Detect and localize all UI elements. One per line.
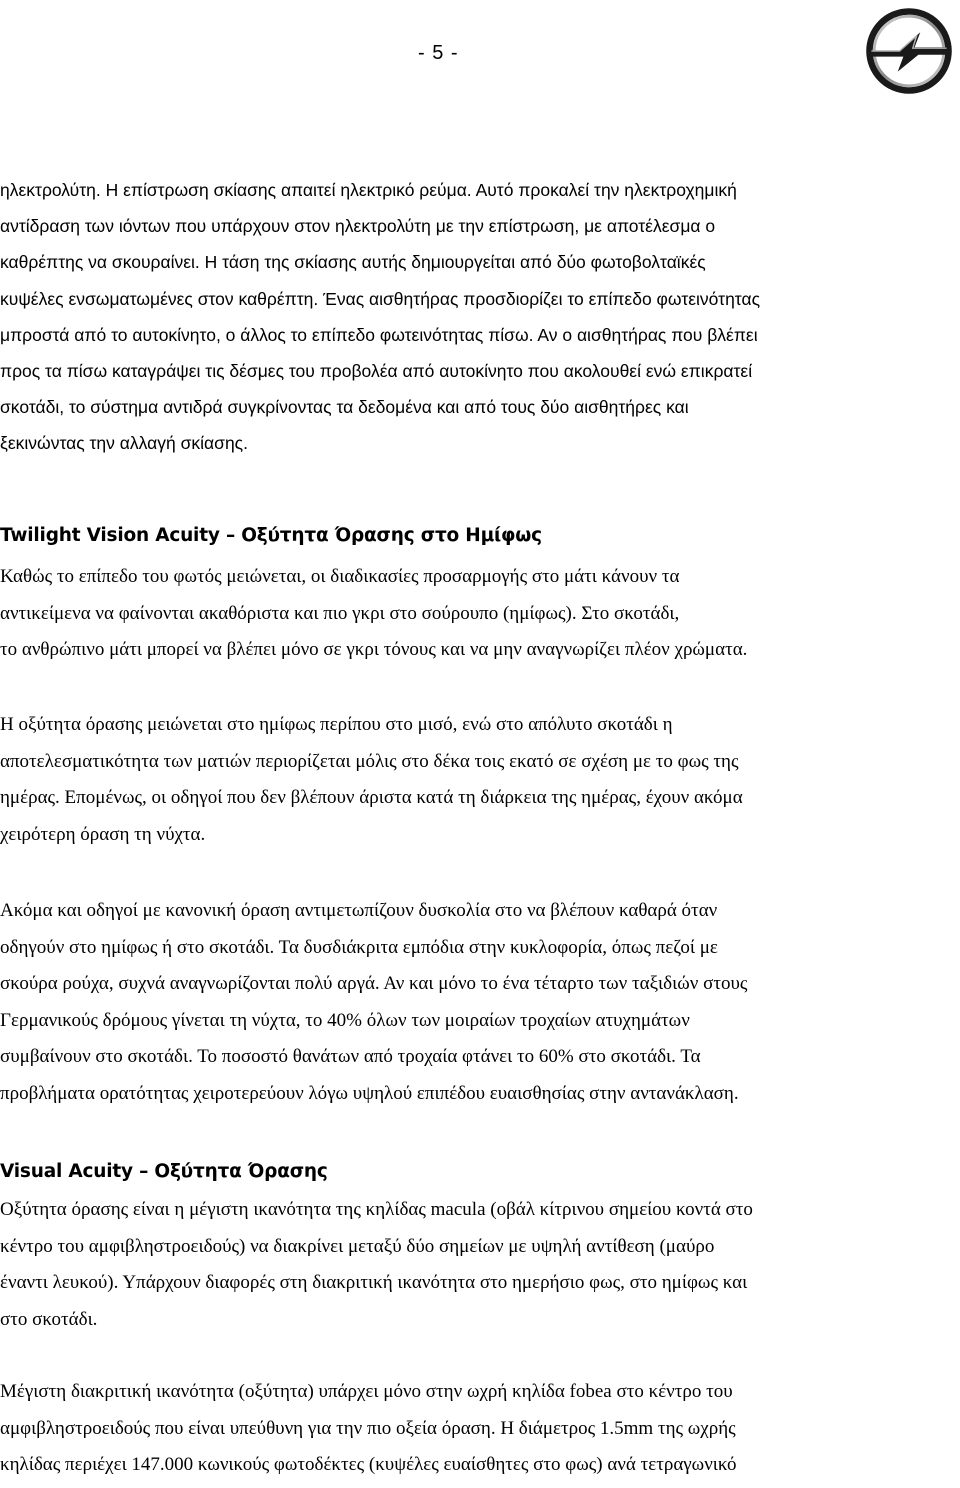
- paragraph-twilight-adaptation: [0, 559, 747, 669]
- heading-visual-acuity: Visual Acuity – Οξύτητα Όρασης: [0, 1161, 328, 1182]
- text-line: στο σκοτάδι.: [0, 1308, 98, 1330]
- heading-twilight-vision: Twilight Vision Acuity – Οξύτητα Όρασης στο Ημίφως: [0, 525, 542, 546]
- text-line: ξεκινώντας την αλλαγή σκίασης.: [0, 433, 248, 454]
- text-line: οδηγούν στο ημίφως ή στο σκοτάδι. Τα δυσδιάκριτα εμπόδια στην κυκλοφορία, όπως πεζοί με: [0, 936, 718, 958]
- text-line: Ακόμα και οδηγοί με κανονική όραση αντιμετωπίζουν δυσκολία στο να βλέπουν καθαρά όταν: [0, 900, 718, 921]
- text-line: κυψέλες ενσωματωμένες στον καθρέπτη. Ένας αισθητήρας προσδιορίζει το επίπεδο φωτεινότητας: [0, 288, 761, 309]
- text-line: προβλήματα ορατότητας χειροτερεύουν λόγω υψηλού επιπέδου ευαισθησίας στην αντανάκλαση.: [0, 1082, 739, 1104]
- page-number: - 5 -: [418, 42, 459, 64]
- text-line: έναντι λευκού). Υπάρχουν διαφορές στη διακριτική ικανότητα στο ημερήσιο φως, στο ημίφως και: [0, 1272, 748, 1294]
- text-line: χειρότερη όραση τη νύχτα.: [0, 823, 206, 845]
- text-line: Μέγιστη διακριτική ικανότητα (οξύτητα) υπάρχει μόνο στην ωχρή κηλίδα fobea στο κέντρο του: [0, 1381, 733, 1402]
- text-line: καθρέπτης να σκουραίνει. Η τάση της σκίασης αυτής δημιουργείται από δύο φωτοβολταϊκές: [0, 252, 706, 273]
- paragraph-acuity-reduction: [0, 707, 743, 853]
- text-line: κηλίδας περιέχει 147.000 κωνικούς φωτοδέκτες (κυψέλες ευαίσθητες στο φως) ανά τετραγωνικό: [0, 1454, 737, 1476]
- paragraph-night-driving: [0, 893, 747, 1113]
- paragraph-visual-acuity-definition: [0, 1192, 753, 1338]
- text-line: μπροστά από το αυτοκίνητο, ο άλλος το επίπεδο φωτεινότητας πίσω. Αν ο αισθητήρας που βλέπει: [0, 324, 758, 345]
- opel-blitz-logo-icon: [862, 4, 956, 98]
- text-line: ηλεκτρολύτη. Η επίστρωση σκίασης απαιτεί ηλεκτρικό ρεύμα. Αυτό προκαλεί την ηλεκτροχημική: [0, 180, 737, 200]
- text-line: αντίδραση των ιόντων που υπάρχουν στον ηλεκτρολύτη με την επίστρωση, με αποτέλεσμα ο: [0, 216, 716, 237]
- text-line: προς τα πίσω καταγράψει τις δέσμες του προβολέα από αυτοκίνητο που ακολουθεί ενώ επικρατεί: [0, 361, 753, 382]
- text-line: αντικείμενα να φαίνονται ακαθόριστα και πιο γκρι στο σούρουπο (ημίφως). Στο σκοτάδι,: [0, 602, 680, 624]
- text-line: σκοτάδι, το σύστημα αντιδρά συγκρίνοντας τα δεδομένα και από τους δύο αισθητήρες και: [0, 397, 689, 418]
- text-line: αμφιβληστροειδούς που είναι υπεύθυνη για την πιο οξεία όραση. Η διάμετρος 1.5mm της ωχρής: [0, 1417, 736, 1439]
- text-line: Οξύτητα όρασης είναι η μέγιστη ικανότητα της κηλίδας macula (οβάλ κίτρινου σημείου κοντά στο: [0, 1199, 753, 1220]
- text-line: Γερμανικούς δρόμους γίνεται τη νύχτα, το 40% όλων των μοιραίων τροχαίων ατυχημάτων: [0, 1009, 690, 1031]
- paragraph-fovea: [0, 1374, 737, 1484]
- text-line: ημέρας. Επομένως, οι οδηγοί που δεν βλέπουν άριστα κατά τη διάρκεια της ημέρας, έχουν ακόμα: [0, 787, 743, 809]
- paragraph-mirror-dimming: [0, 172, 760, 462]
- text-line: το ανθρώπινο μάτι μπορεί να βλέπει μόνο σε γκρι τόνους και να μην αναγνωρίζει πλέον χρώματα.: [0, 639, 748, 661]
- text-line: σκούρα ρούχα, συχνά αναγνωρίζονται πολύ αργά. Αν και μόνο το ένα τέταρτο των ταξιδιών στους: [0, 973, 748, 995]
- text-line: Καθώς το επίπεδο του φωτός μειώνεται, οι διαδικασίες προσαρμογής στο μάτι κάνουν τα: [0, 566, 680, 587]
- text-line: Η οξύτητα όρασης μειώνεται στο ημίφως περίπου στο μισό, ενώ στο απόλυτο σκοτάδι η: [0, 714, 673, 735]
- text-line: αποτελεσματικότητα των ματιών περιορίζεται μόλις στο δέκα τοις εκατό σε σχέση με το φως της: [0, 750, 739, 772]
- text-line: συμβαίνουν στο σκοτάδι. Το ποσοστό θανάτων από τροχαία φτάνει το 60% στο σκοτάδι. Τα: [0, 1046, 701, 1068]
- text-line: κέντρο του αμφιβληστροειδούς) να διακρίνει μεταξύ δύο σημείων με υψηλή αντίθεση (μαύρο: [0, 1235, 715, 1257]
